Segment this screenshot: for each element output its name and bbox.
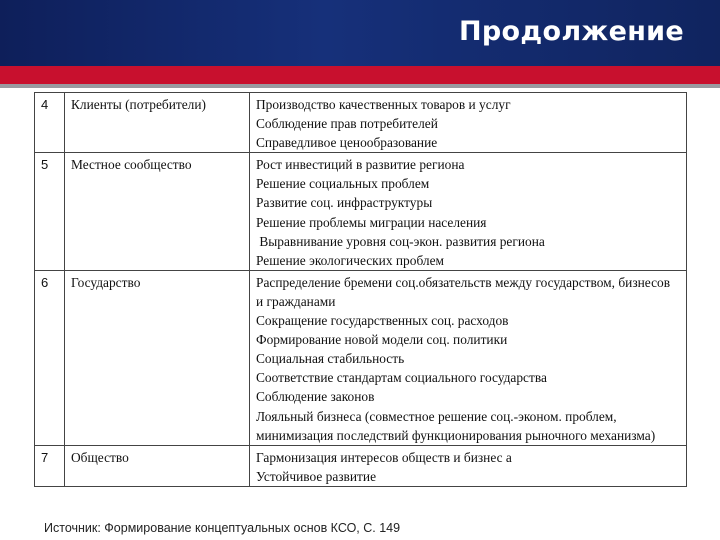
slide-title: Продолжение (459, 16, 684, 47)
table-body (35, 93, 687, 487)
row-number: 4 (35, 93, 65, 153)
accent-stripe-red (0, 66, 720, 84)
interest-item: Выравнивание уровня соц-экон. развития региона (256, 233, 545, 249)
stakeholders-table (34, 92, 687, 487)
interests-cell (250, 93, 687, 153)
accent-stripe-gray (0, 84, 720, 88)
table-row (35, 270, 687, 445)
interest-item: Решение экологических проблем (256, 252, 445, 268)
interest-item: Сокращение государственных соц. расходов (256, 313, 509, 329)
interest-item: Производство качественных товаров и услуг (256, 97, 511, 112)
source-note: Источник: Формирование концептуальных основ КСО, С. 149 (44, 521, 403, 535)
interests-cell (250, 445, 687, 486)
stakeholder-cell: Государство (65, 270, 250, 445)
row-number: 6 (35, 270, 65, 445)
table-row (35, 93, 687, 153)
interest-item: Развитие соц. инфраструктуры (256, 195, 433, 211)
interests-cell (250, 153, 687, 271)
interest-item: Соблюдение прав потребителей (256, 116, 438, 132)
interests-cell (250, 270, 687, 445)
interest-item: Соответствие стандартам социального государства (256, 370, 547, 386)
interest-item: Социальная стабильность (256, 351, 405, 367)
interest-item: Рост инвестиций в развитие региона (256, 157, 465, 173)
row-number: 5 (35, 153, 65, 271)
interest-item: Формирование новой модели соц. политики (256, 332, 508, 348)
stakeholder-cell: Местное сообщество (65, 153, 250, 271)
interest-item: Лояльный бизнеса (совместное решение соц.-эконом. проблем, минимизация последствий функционирования рыночного механизма) (256, 408, 656, 443)
interest-item: Гармонизация интересов обществ и бизнес а (256, 449, 512, 465)
row-number: 7 (35, 445, 65, 486)
interest-item: Распределение бремени соц.обязательств между государством, бизнесов и гражданами (256, 274, 671, 309)
interest-item: Решение проблемы миграции населения (256, 214, 487, 230)
interest-item: Соблюдение законов (256, 389, 375, 405)
interest-item: Решение социальных проблем (256, 176, 430, 192)
stakeholder-cell: Общество (65, 445, 250, 486)
title-bar (0, 0, 720, 66)
interest-item: Устойчивое развитие (256, 468, 377, 484)
table-row (35, 445, 687, 486)
table-row (35, 153, 687, 271)
interest-item: Справедливое ценообразование (256, 135, 438, 151)
stakeholder-cell: Клиенты (потребители) (65, 93, 250, 153)
